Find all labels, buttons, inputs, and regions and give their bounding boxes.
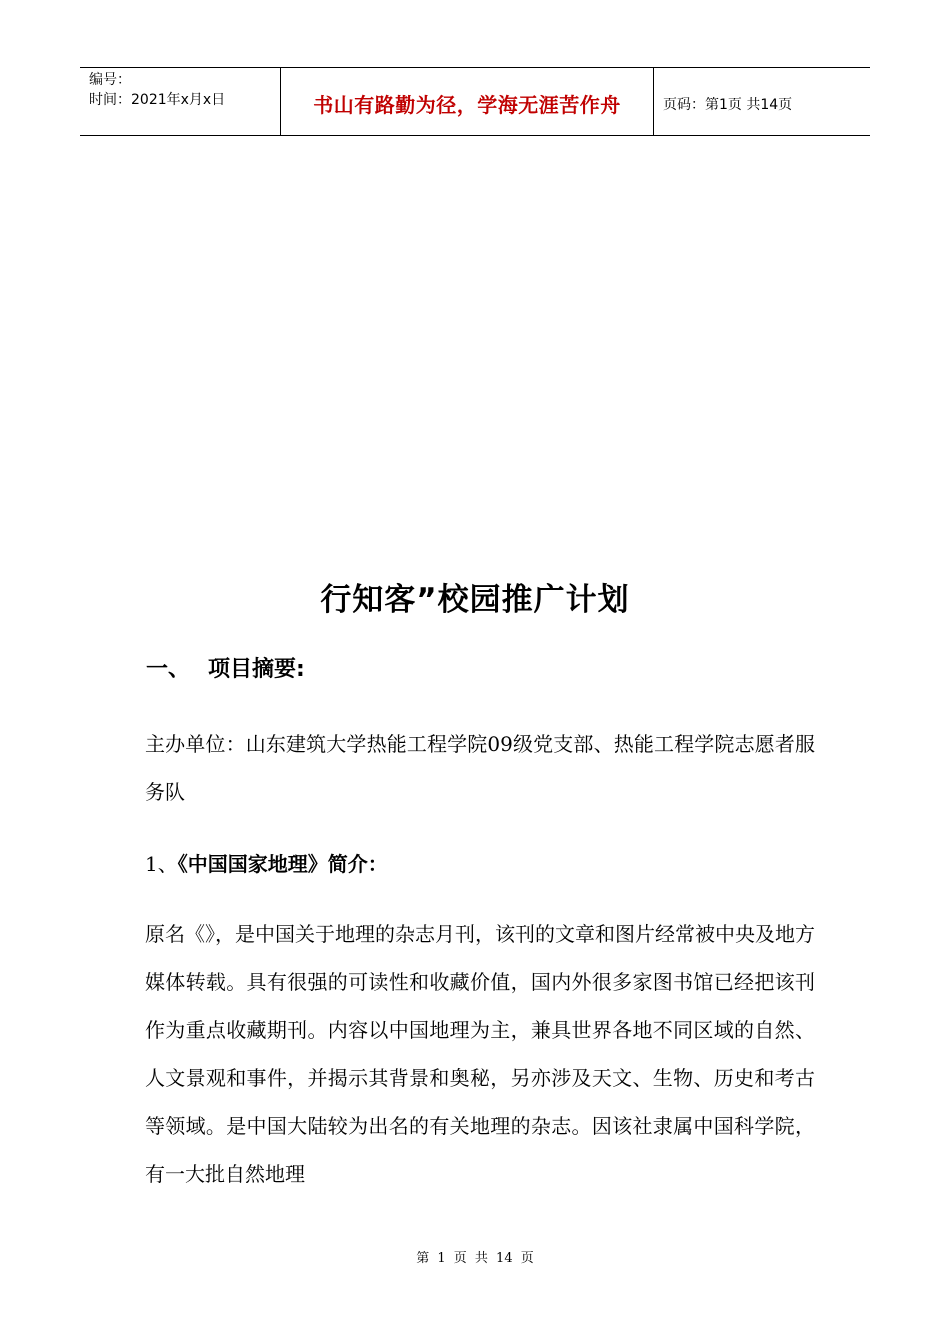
header-time-label: 时间：2021年x月x日	[89, 92, 226, 108]
subsection-title: 《中国国家地理》简介：	[177, 852, 388, 876]
header-page-info: 页码：第1页 共14页	[663, 96, 793, 113]
section-heading	[146, 652, 305, 683]
section-title: 项目摘要:	[208, 657, 305, 682]
header-motto-cell	[281, 68, 654, 135]
header-meta-cell	[80, 68, 281, 135]
intro-paragraph: 原名《》，是中国关于地理的杂志月刊，该刊的文章和图片经常被中央及地方媒体转载。具有很强的可读性和收藏价值，国内外很多家图书馆已经把该刊作为重点收藏期刊。内容以中国地理为主，兼具世界各地不同区域的自然、人文景观和事件，并揭示其背景和奥秘，另亦涉及天文、生物、历史和考古等领域。是中国大陆较为出名的有关地理的杂志。因该社隶属中国科学院，有一大批自然地理	[145, 922, 815, 1186]
page-footer: 第 1 页 共 14 页	[416, 1251, 534, 1266]
header-motto: 书山有路勤为径，学海无涯苦作舟	[313, 93, 621, 117]
document-title: 行知客”校园推广计划	[320, 582, 630, 618]
header-page-cell	[654, 68, 870, 135]
section-number: 一、	[146, 657, 191, 682]
subsection-heading	[145, 840, 388, 889]
header-number-label: 编号：	[89, 72, 131, 88]
subsection-number: 1、	[145, 852, 178, 876]
organizer-paragraph: 主办单位：山东建筑大学热能工程学院09级党支部、热能工程学院志愿者服务队	[145, 732, 815, 804]
page-header	[80, 67, 870, 136]
